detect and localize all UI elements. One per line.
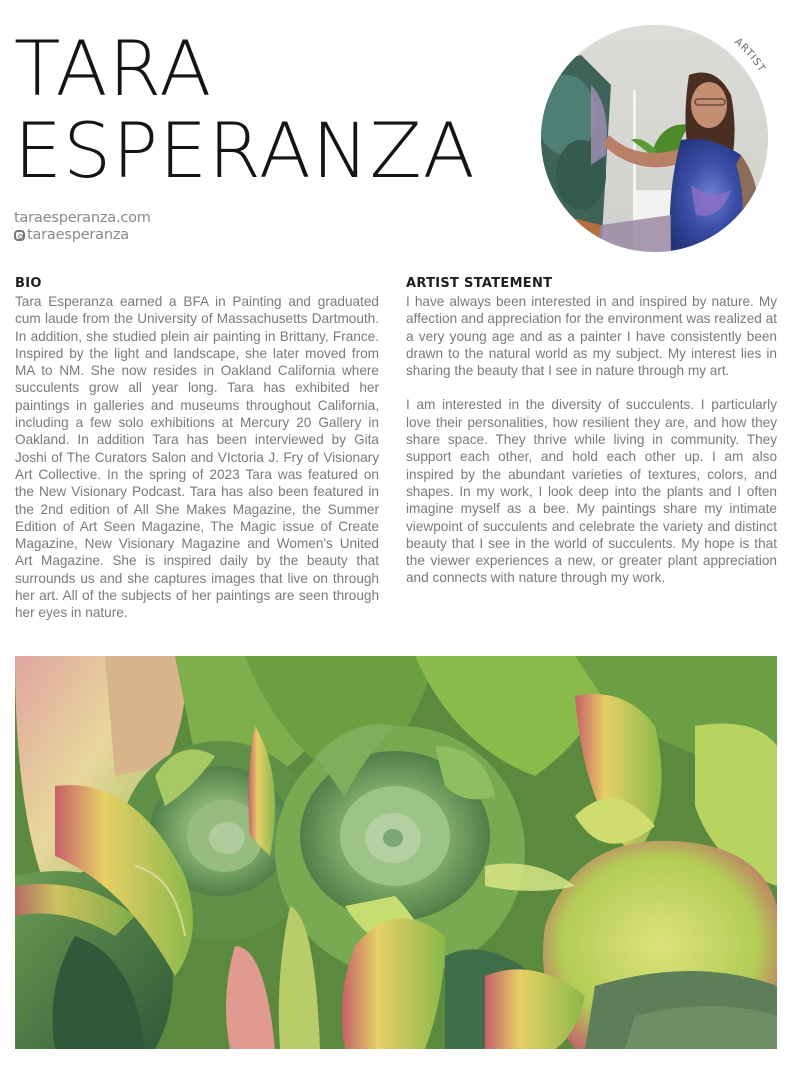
artist-statement-heading: ARTIST STATEMENT xyxy=(406,276,553,291)
bio-text: Tara Esperanza earned a BFA in Painting and graduated cum laude from the University of Massachusetts Dartmouth. In addition, she studied plein air painting in Brittany, France. Inspired by the light and landscape, she later moved from MA to NM. She now resides in Oakland California where succulents grow all year long. Tara has exhibited her paintings in galleries and museums throughout California, including a few solo exhibitions at Mercury 20 Gallery in Oakland. In addition Tara has been interviewed by Gita Joshi of The Curators Salon and VIctoria J. Fry of Visionary Art Collective. In the spring of 2023 Tara was featured on the New Visionary Podcast. Tara has also been featured in the 2nd edition of All She Makes Magazine, the Summer Edition of Art Seen Magazine, The Magic issue of Create Magazine, New Visionary Magazine and Women's United Art Magazine. She is inspired daily by the beauty that surrounds us and she captures images that live on through her art. All of the subjects of her paintings are seen through her eyes in nature. xyxy=(15,294,379,621)
website-link[interactable]: taraesperanza.com xyxy=(14,210,151,226)
artist-portrait xyxy=(541,25,768,252)
bio-section xyxy=(15,276,379,622)
instagram-handle: taraesperanza xyxy=(27,227,129,243)
succulent-painting xyxy=(15,656,777,1049)
instagram-icon xyxy=(14,230,25,241)
artist-label-text: ARTIST xyxy=(732,36,768,75)
name-block xyxy=(14,24,476,195)
instagram-link[interactable] xyxy=(14,227,151,244)
artist-last-name: ESPERANZA xyxy=(14,106,476,195)
bio-heading: BIO xyxy=(15,276,42,291)
contact-info xyxy=(14,210,151,244)
artist-statement-section xyxy=(406,276,777,587)
artist-statement-paragraph-2: I am interested in the diversity of succulents. I particularly love their personalities, how resilient they are, and how they share space. They thrive while living in community. They support each other, and hold each other up. I am also inspired by the abundant varieties of textures, colors, and shapes. In my work, I look deep into the plants and I often imagine myself as a bee. My paintings share my intimate viewpoint of succulents and celebrate the variety and distinct beauty that I see in the world of succulents. My hope is that the viewer experiences a new, or greater plant appreciation and connects with nature through my work. xyxy=(406,397,777,586)
artist-first-name: TARA xyxy=(14,24,213,113)
artist-statement-paragraph-1: I have always been interested in and inspired by nature. My affection and appreciation for the environment was realized at a very young age and as a painter I have consistently been drawn to the natural world as my subject. My interest lies in sharing the beauty that I see in nature through my art. xyxy=(406,294,777,379)
